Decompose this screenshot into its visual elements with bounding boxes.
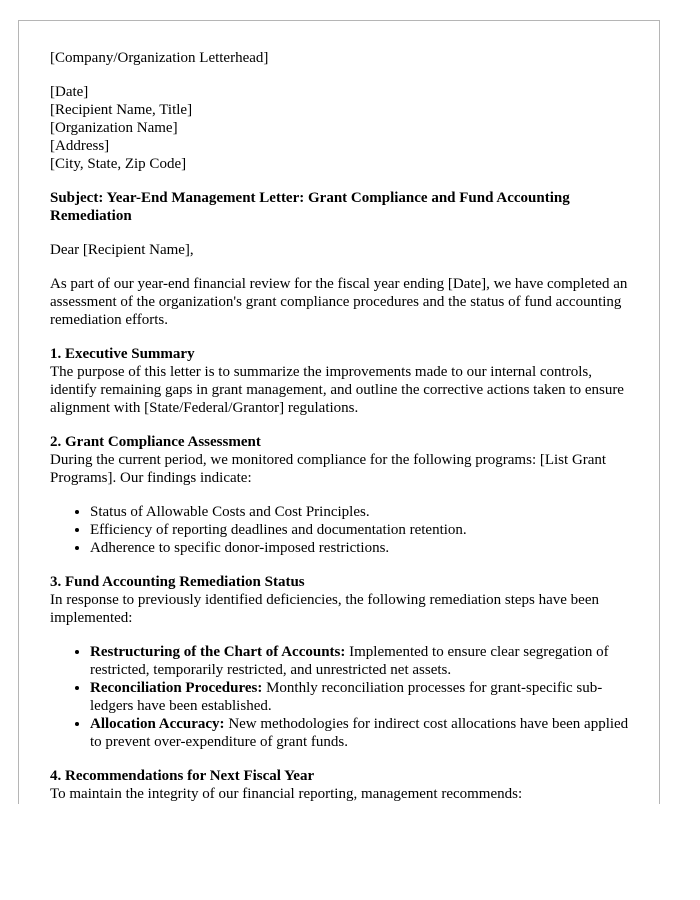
salutation: Dear [Recipient Name], [50,242,194,258]
section-grant-compliance [50,433,635,557]
remediation-list [50,643,635,751]
findings-list [50,503,635,557]
section-body: To maintain the integrity of our financial reporting, management recommends: [50,786,523,802]
section-body: The purpose of this letter is to summarize the improvements made to our internal controls, identify remaining gaps in grant management, and outline the corrective actions taken to ensure alignment with [State/Federal/Grantor] regulations. [50,364,624,416]
section-body: In response to previously identified deficiencies, the following remediation steps have been implemented: [50,592,600,626]
address-block [50,83,635,173]
letterhead: [Company/Organization Letterhead] [50,50,269,66]
letter-page [18,20,660,804]
list-item: • Adherence to specific donor-imposed restrictions. [90,539,635,557]
section-remediation-status [50,573,635,751]
section-heading: 2. Grant Compliance Assessment [50,434,261,450]
city-state-zip: [City, State, Zip Code] [50,156,187,172]
organization-name: [Organization Name] [50,120,178,136]
subject-line: Subject: Year-End Management Letter: Grant Compliance and Fund Accounting Remediation [50,190,570,224]
section-heading: 4. Recommendations for Next Fiscal Year [50,768,315,784]
letter-body [50,49,635,804]
list-item [90,715,635,751]
item-lead: Restructuring of the Chart of Accounts: [90,644,346,660]
item-text: Monthly reconciliation processes for grant-specific sub-ledgers have been established. [90,680,603,714]
section-heading: 3. Fund Accounting Remediation Status [50,574,305,590]
intro-paragraph: As part of our year-end financial review for the fiscal year ending [Date], we have completed an assessment of the organization's grant compliance procedures and the status of fund accounting remediation efforts. [50,276,628,328]
section-heading: 1. Executive Summary [50,346,195,362]
list-item [90,643,635,679]
item-lead: Allocation Accuracy: [90,716,225,732]
recipient-name: [Recipient Name, Title] [50,102,193,118]
list-item [90,679,635,715]
section-recommendations [50,767,635,803]
list-item: • Status of Allowable Costs and Cost Principles. [90,503,635,521]
letter-date: [Date] [50,84,89,100]
section-body: During the current period, we monitored compliance for the following programs: [List Grant Programs]. Our findings indicate: [50,452,607,486]
list-item: • Efficiency of reporting deadlines and documentation retention. [90,521,635,539]
item-text: Implemented to ensure clear segregation of restricted, temporarily restricted, and unrestricted net assets. [90,644,609,678]
section-executive-summary [50,345,635,417]
item-lead: Reconciliation Procedures: [90,680,263,696]
street-address: [Address] [50,138,110,154]
item-text: New methodologies for indirect cost allocations have been applied to prevent over-expenditure of grant funds. [90,716,629,750]
